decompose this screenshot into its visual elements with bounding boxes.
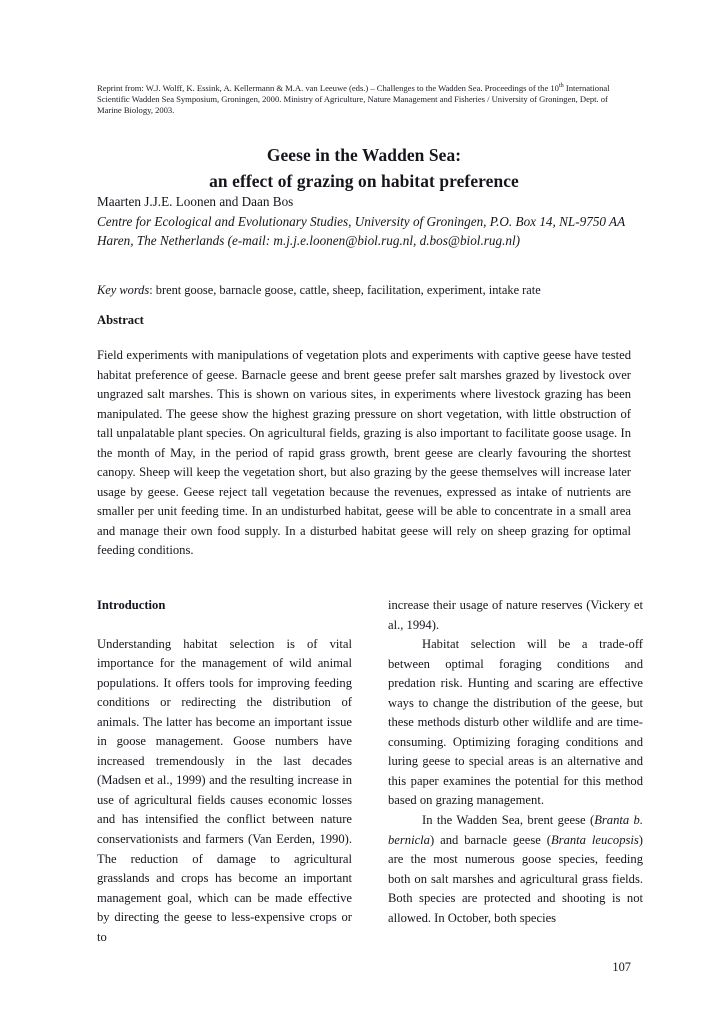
keywords-value: brent goose, barnacle goose, cattle, sheep, facilitation, experiment, intake rate <box>155 283 541 297</box>
species-name-branta-leucopsis: Branta leucopsis <box>550 832 639 847</box>
author-block <box>97 192 631 251</box>
reprint-line-3: University of Groningen, Dept. of Marine Biology, 2003. <box>97 94 608 116</box>
right-p3-part-b: ) and barnacle geese ( <box>429 832 551 847</box>
column-left <box>97 596 352 947</box>
column-right <box>388 596 643 928</box>
page-title <box>97 142 631 194</box>
reprint-source-header <box>97 83 631 117</box>
reprint-line-1: Reprint from: W.J. Wolff, K. Essink, A. Kellermann & M.A. van Leeuwe (eds.) – Challenges to the Wadden Sea. Proceedings of the <box>97 83 549 93</box>
title-line-2: an effect of grazing on habitat preference <box>209 170 519 191</box>
section-heading-introduction: Introduction <box>97 598 166 612</box>
keywords-line <box>97 282 631 299</box>
reprint-line-2-rest: International Scientific Wadden Sea Symposium, Groningen, 2000. Ministry of Agriculture, Nature Management and Fisheries / <box>97 83 610 105</box>
author-names: Maarten J.J.E. Loonen and Daan Bos <box>97 194 294 209</box>
intro-paragraph-left: Understanding habitat selection is of vital importance for the management of wild animal populations. It offers tools for improving feeding conditions or redirecting the distribution of animals. The latter has become an important issue in goose management. Goose numbers have increased tremendously in the last decades (Madsen et al., 1999) and the resulting increase in use of agricultural fields causes economic losses and has intensified the conflict between nature conservationists and farmers (Van Eerden, 1990). The reduction of damage to agricultural grasslands and crops has become an important management goal, which can be made effective by directing the geese to less-expensive crops or to <box>97 636 352 944</box>
author-affiliation: Centre for Ecological and Evolutionary Studies, University of Groningen, P.O. Box 14, NL-9750 AA Haren, The Netherlands (e-mail: m.j.j.e.loonen@biol.rug.nl, d.bos@biol.rug.nl) <box>97 213 625 249</box>
keywords-separator: : <box>149 283 156 297</box>
reprint-line-2-prefix: 10 <box>550 83 559 93</box>
abstract-text: Field experiments with manipulations of vegetation plots and experiments with captive geese have tested habitat preference of geese. Barnacle geese and brent geese prefer salt marshes grazed by livestock over ungrazed salt marshes. This is shown on various sites, in experiments where livestock grazing has been manipulated. The geese show the highest grazing pressure on short vegetation, with little obstruction of tall unpalatable plant species. On agricultural fields, grazing is also important to facilitate goose usage. In the month of May, in the period of rapid grass growth, brent geese are clearly favouring the shortest canopy. Sheep will keep the vegetation short, but also grazing by the geese themselves will increase later usage by geese. Geese reject tall vegetation because the revenues, expressed as intake of nutrients are smaller per unit feeding time. In an undisturbed habitat, geese will be able to concentrate in a small area and manage their own food supply. In a disturbed habitat geese will rely on sheep grazing for optimal feeding conditions. <box>97 348 631 558</box>
title-line-1: Geese in the Wadden Sea: <box>266 144 462 165</box>
page-content <box>97 0 644 1024</box>
intro-paragraph-right-3 <box>388 811 643 928</box>
intro-paragraph-right-2: Habitat selection will be a trade-off between optimal foraging conditions and predation risk. Hunting and scaring are effective ways to change the distribution of the geese, but these methods disturb other wildlife and are time-consuming. Optimizing foraging conditions and luring geese to special areas is an alternative and this paper examines the potential for this method based on grazing management. <box>388 637 643 808</box>
right-p3-part-c: ) are the most numerous goose species, feeding both on salt marshes and agricultural grass fields. Both species are protected and shooting is not allowed. In October, both species <box>388 832 643 925</box>
abstract-heading: Abstract <box>97 313 144 327</box>
species-name-branta-bernicla: Branta b. bernicla <box>388 813 644 847</box>
right-p3-part-a: In the Wadden Sea, brent geese ( <box>422 813 595 828</box>
page-number: 107 <box>612 960 631 974</box>
body-columns <box>97 596 644 948</box>
keywords-label: Key words <box>97 283 150 297</box>
intro-paragraph-right-1: increase their usage of nature reserves (Vickery et al., 1994). <box>388 598 643 632</box>
reprint-ordinal-superscript: th <box>558 82 564 90</box>
